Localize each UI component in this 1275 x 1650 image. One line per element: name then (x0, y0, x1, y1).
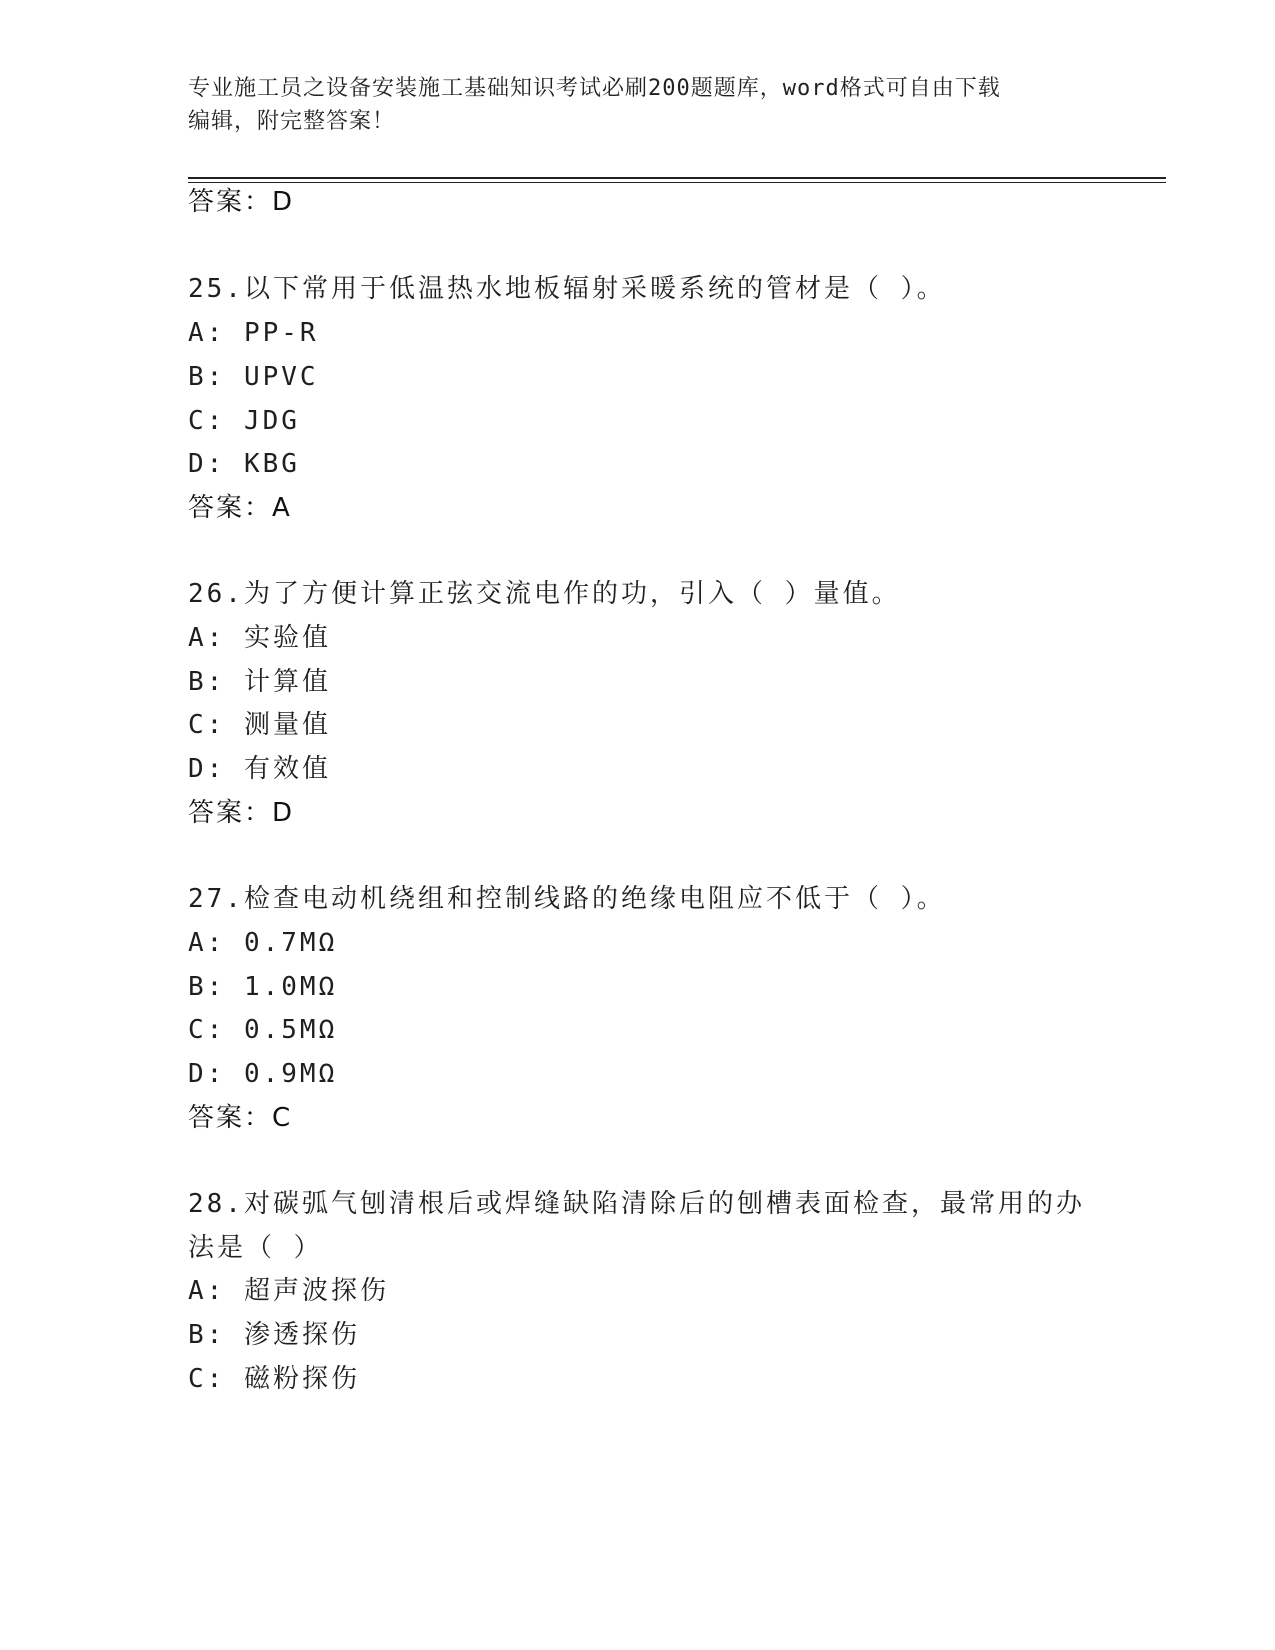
option-a-27: A: 0.7MΩ (188, 928, 338, 958)
option-b-25: B: UPVC (188, 362, 319, 392)
question-stem-28-line-1: 28.对碳弧气刨清根后或焊缝缺陷清除后的刨槽表面检查，最常用的办 (188, 1189, 1085, 1219)
option-a-26: A: 实验值 (188, 623, 331, 653)
option-d-25: D: KBG (188, 449, 300, 479)
header-line-1: 专业施工员之设备安装施工基础知识考试必刷200题题库，word格式可自由下载 (188, 76, 1001, 101)
question-stem-25: 25.以下常用于低温热水地板辐射采暖系统的管材是（ ）。 (188, 274, 946, 304)
question-stem-28-line-2: 法是（ ） (188, 1233, 323, 1263)
question-stem-26: 26.为了方便计算正弦交流电作的功，引入（ ）量值。 (188, 579, 901, 609)
option-b-28: B: 渗透探伤 (188, 1320, 360, 1350)
header-line-2: 编辑，附完整答案！ (188, 109, 396, 134)
header-divider-thick (188, 177, 1166, 179)
option-a-28: A: 超声波探伤 (188, 1276, 389, 1306)
option-b-27: B: 1.0MΩ (188, 972, 338, 1002)
answer-line-q26: 答案：D (188, 798, 295, 828)
option-c-28: C: 磁粉探伤 (188, 1364, 360, 1394)
option-d-27: D: 0.9MΩ (188, 1059, 338, 1089)
document-header (188, 72, 1078, 138)
option-a-25: A: PP-R (188, 318, 319, 348)
option-d-26: D: 有效值 (188, 754, 331, 784)
answer-line-q25: 答案：A (188, 493, 292, 523)
option-c-26: C: 测量值 (188, 710, 331, 740)
header-divider-thin (188, 182, 1166, 183)
option-c-25: C: JDG (188, 406, 300, 436)
answer-line-q27: 答案：C (188, 1103, 293, 1133)
option-c-27: C: 0.5MΩ (188, 1015, 338, 1045)
question-stem-27: 27.检查电动机绕组和控制线路的绝缘电阻应不低于（ ）。 (188, 884, 946, 914)
answer-line-q24: 答案：D (188, 187, 295, 217)
option-b-26: B: 计算值 (188, 667, 331, 697)
